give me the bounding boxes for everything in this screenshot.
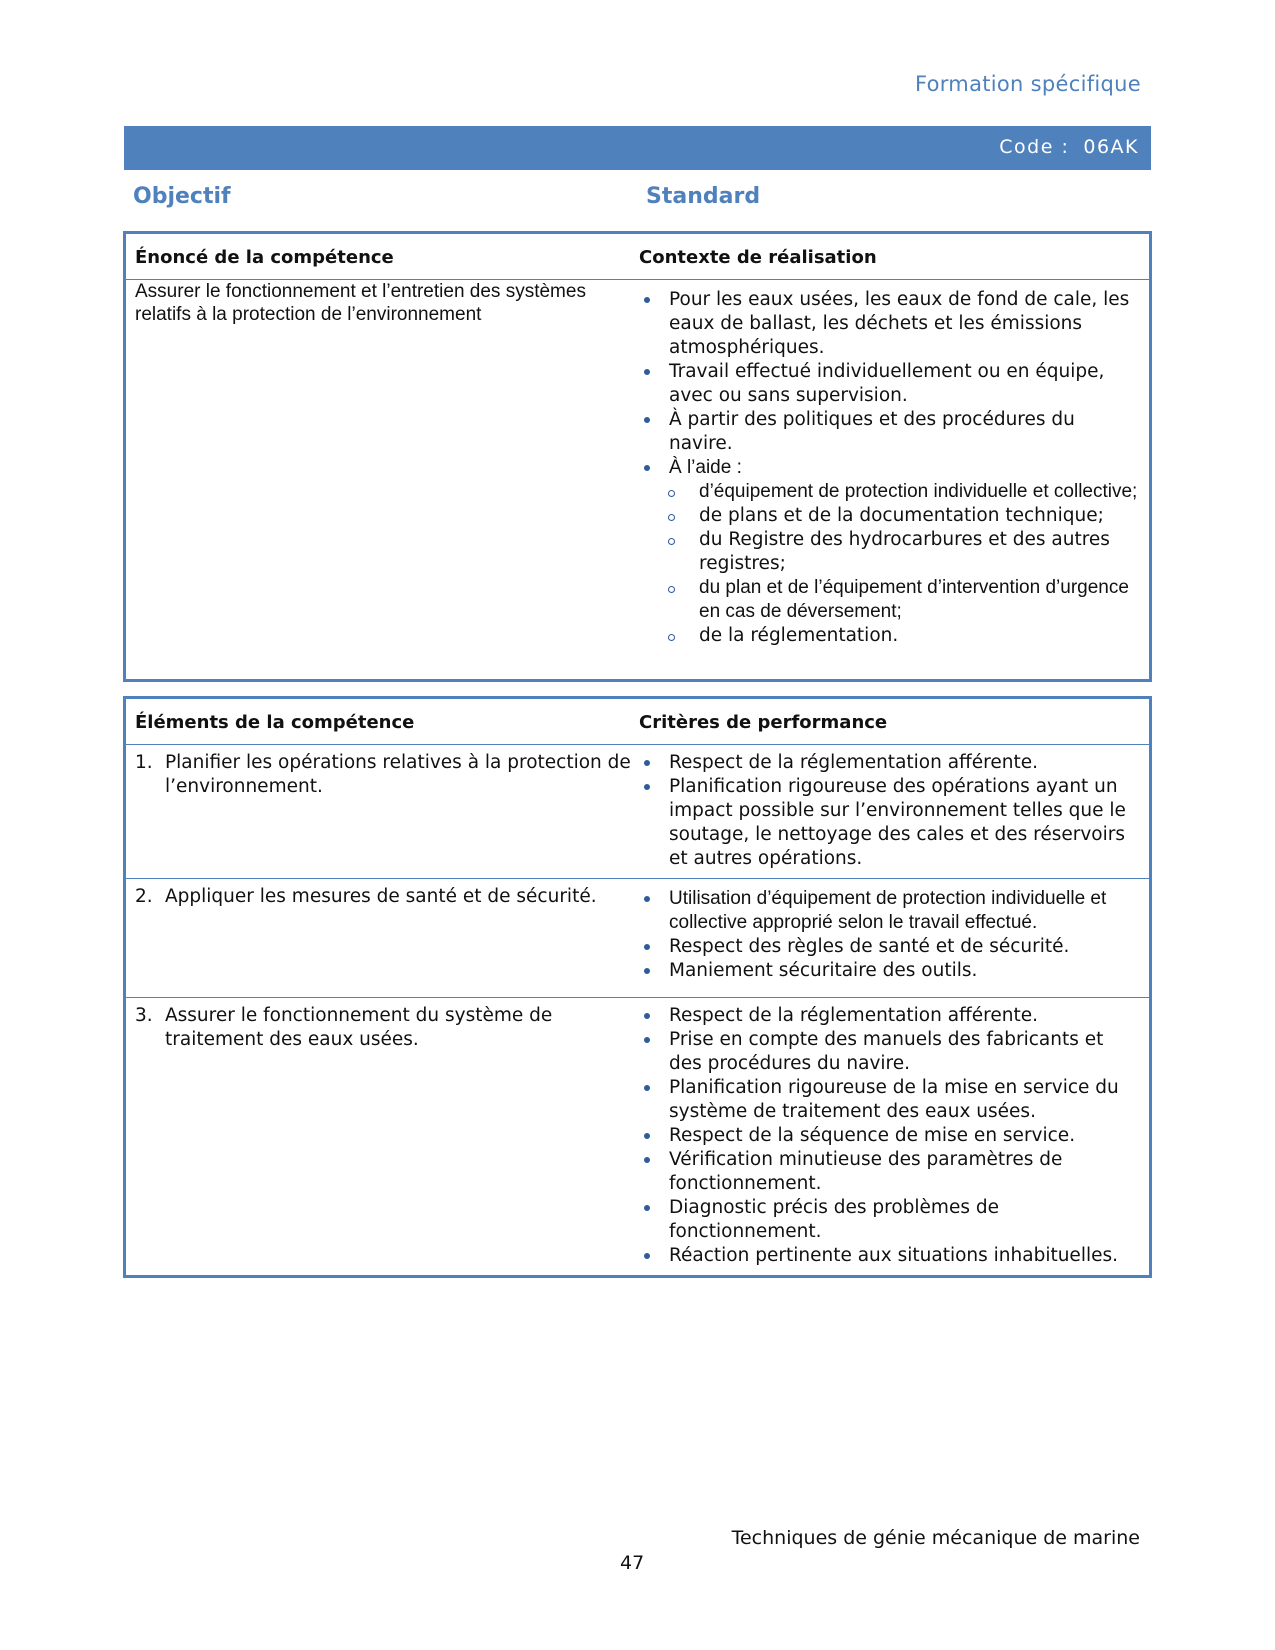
element-cell — [126, 745, 639, 878]
table-row — [126, 997, 1149, 1275]
element-item — [135, 885, 639, 909]
criteres-header: Critères de performance — [639, 712, 888, 733]
sublist-item: du plan et de l’équipement d’intervention d’urgence en cas de déversement; — [639, 576, 1139, 624]
list-item: Respect des règles de santé et de sécurité. — [639, 935, 1139, 959]
contexte-header: Contexte de réalisation — [639, 247, 877, 268]
sublist-item: de plans et de la documentation technique; — [639, 504, 1139, 528]
criteres-cell — [639, 998, 1149, 1275]
element-cell — [126, 998, 639, 1275]
sublist-item: de la réglementation. — [639, 624, 1139, 648]
list-item: À partir des politiques et des procédures du navire. — [639, 408, 1139, 456]
list-item: Pour les eaux usées, les eaux de fond de cale, les eaux de ballast, les déchets et les émissions atmosphériques. — [639, 288, 1139, 360]
table-row — [126, 744, 1149, 878]
list-item: Maniement sécuritaire des outils. — [639, 959, 1139, 983]
aide-sublist — [639, 480, 1139, 648]
criteres-cell — [639, 879, 1149, 997]
list-item: Diagnostic précis des problèmes de fonctionnement. — [639, 1196, 1139, 1244]
contexte-list — [639, 288, 1139, 480]
table-row — [126, 878, 1149, 997]
list-item: Respect de la réglementation afférente. — [639, 751, 1139, 775]
enonce-header: Énoncé de la compétence — [135, 247, 394, 268]
code-banner — [124, 126, 1151, 170]
running-header-title: Formation spécifique — [914, 72, 1141, 96]
list-item: Respect de la séquence de mise en service. — [639, 1124, 1139, 1148]
element-number: 2. — [135, 886, 153, 907]
table-row — [126, 279, 1149, 679]
list-item: Utilisation d’équipement de protection individuelle et collective approprié selon le travail effectué. — [639, 887, 1139, 935]
sublist-item: d’équipement de protection individuelle et collective; — [639, 480, 1139, 504]
code-value: 06AK — [1083, 136, 1139, 158]
standard-heading: Standard — [646, 184, 761, 209]
elements-header: Éléments de la compétence — [135, 712, 415, 733]
list-item: Travail effectué individuellement ou en équipe, avec ou sans supervision. — [639, 360, 1139, 408]
element-cell — [126, 879, 639, 997]
performance-criteria-table — [123, 696, 1152, 1278]
contexte-cell — [639, 280, 1149, 679]
list-item: Réaction pertinente aux situations inhabituelles. — [639, 1244, 1139, 1268]
competence-statement-table — [123, 231, 1152, 682]
code-label: Code : — [999, 136, 1070, 158]
list-item: Vérification minutieuse des paramètres de fonctionnement. — [639, 1148, 1139, 1196]
table-header-row — [126, 699, 1149, 744]
list-item: À l’aide : — [639, 456, 1139, 480]
footer-program-title: Techniques de génie mécanique de marine — [731, 1527, 1140, 1549]
enonce-text: Assurer le fonctionnement et l’entretien des systèmes relatifs à la protection de l’environnement — [135, 281, 586, 325]
course-code — [999, 136, 1139, 158]
criteres-cell — [639, 745, 1149, 878]
page-number: 47 — [620, 1552, 645, 1574]
element-text: Appliquer les mesures de santé et de sécurité. — [165, 886, 597, 907]
list-item: Planification rigoureuse des opérations ayant un impact possible sur l’environnement telles que le soutage, le nettoyage des cales et des réservoirs et autres opérations. — [639, 775, 1139, 871]
element-number: 1. — [135, 752, 153, 773]
element-text: Assurer le fonctionnement du système de traitement des eaux usées. — [165, 1005, 553, 1050]
element-text: Planifier les opérations relatives à la protection de l’environnement. — [165, 752, 631, 797]
list-item: Respect de la réglementation afférente. — [639, 1004, 1139, 1028]
element-number: 3. — [135, 1005, 153, 1026]
objectif-heading: Objectif — [133, 184, 231, 209]
element-item — [135, 751, 639, 799]
list-item: Prise en compte des manuels des fabricants et des procédures du navire. — [639, 1028, 1139, 1076]
element-item — [135, 1004, 639, 1052]
table-header-row — [126, 234, 1149, 279]
list-item: Planification rigoureuse de la mise en service du système de traitement des eaux usées. — [639, 1076, 1139, 1124]
sublist-item: du Registre des hydrocarbures et des autres registres; — [639, 528, 1139, 576]
